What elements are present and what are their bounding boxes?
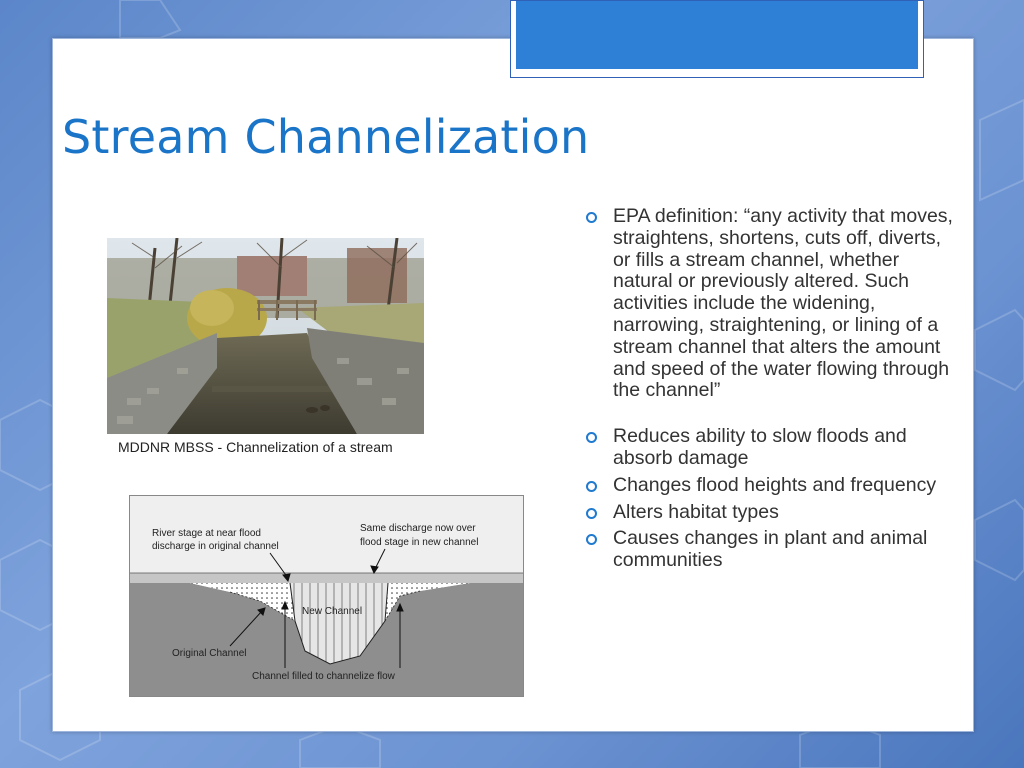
bullet-text: Reduces ability to slow floods and absorb damage <box>613 425 907 469</box>
photo-caption: MDDNR MBSS - Channelization of a stream <box>118 439 393 455</box>
label-same-discharge-2: flood stage in new channel <box>360 537 479 548</box>
bullet-text: EPA definition: “any activity that moves, straightens, shortens, cuts off, diverts, or fills a stream channel, whether natural or previously altered. Such activities include the widening, narrowing, straightening, or lining of a stream channel that alters the amount and speed of the water flowing through the channel” <box>613 205 953 402</box>
hollow-circle-bullet-icon <box>586 432 597 443</box>
hollow-circle-bullet-icon <box>586 534 597 545</box>
bullet-text: Causes changes in plant and animal communities <box>613 527 928 572</box>
bullet-text: Changes flood heights and frequency <box>613 473 937 496</box>
slide-title: Stream Channelization <box>62 110 590 164</box>
label-same-discharge-1: Same discharge now over <box>360 523 476 534</box>
accent-tab <box>510 0 924 78</box>
bullet-text: Alters habitat types <box>613 500 779 523</box>
bullet-list <box>586 206 956 572</box>
bullet-item <box>586 502 956 524</box>
bullet-item <box>586 206 956 402</box>
hollow-circle-bullet-icon <box>586 212 597 223</box>
hollow-circle-bullet-icon <box>586 481 597 492</box>
label-original-channel: Original Channel <box>172 648 247 659</box>
label-river-stage-1: River stage at near flood <box>152 528 261 539</box>
channelization-diagram <box>129 495 524 697</box>
bullet-item <box>586 475 956 497</box>
label-new-channel: New Channel <box>302 606 363 617</box>
bullet-item <box>586 528 956 572</box>
label-channel-filled: Channel filled to channelize flow <box>252 671 395 682</box>
hollow-circle-bullet-icon <box>586 508 597 519</box>
accent-tab-fill <box>516 1 918 69</box>
stream-photo <box>107 238 424 434</box>
label-river-stage-2: discharge in original channel <box>152 541 279 552</box>
bullet-item <box>586 426 956 470</box>
